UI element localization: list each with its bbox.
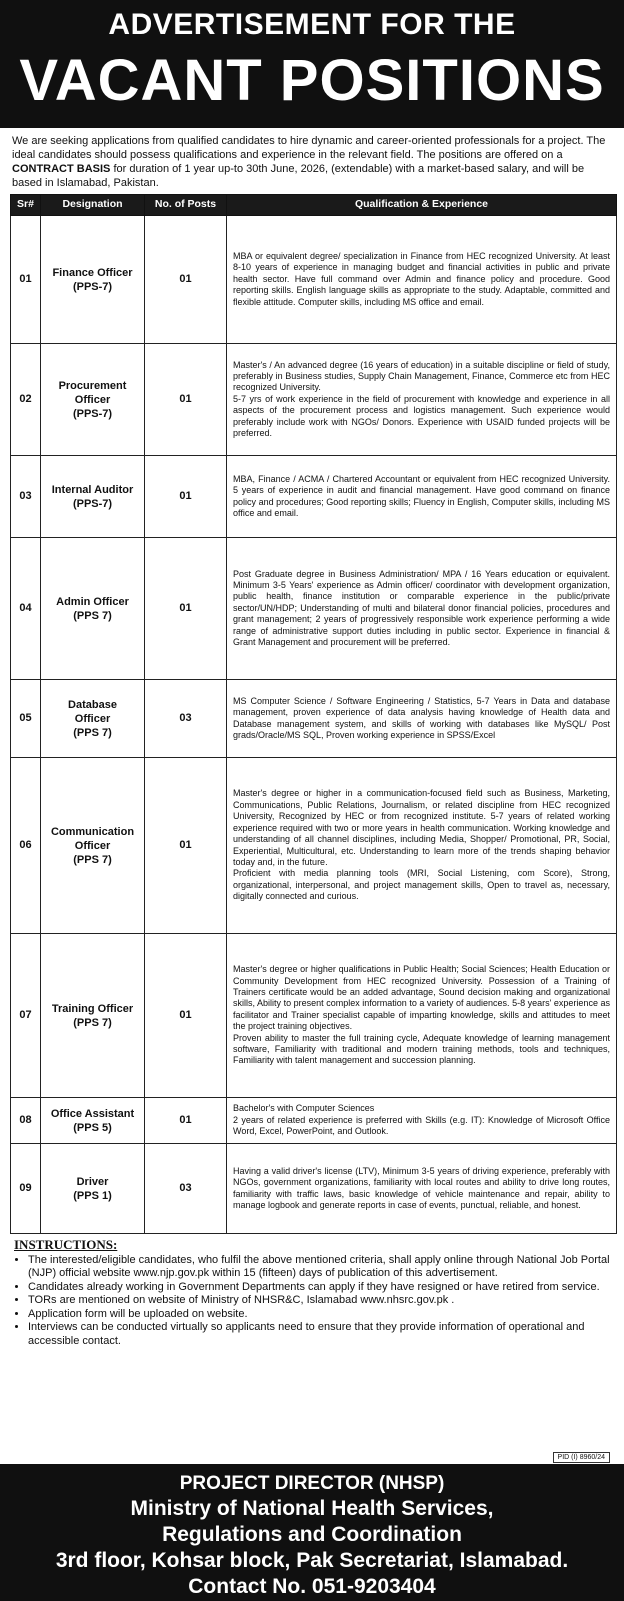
row-sr: 08 — [11, 1098, 41, 1144]
footer-project-director: PROJECT DIRECTOR (NHSP) — [179, 1473, 445, 1494]
row-designation: Procurement Officer (PPS-7) — [41, 344, 145, 456]
table-row — [11, 758, 617, 934]
row-qualification: Post Graduate degree in Business Administration/ MPA / 16 Years education or equivalent. Minimum 3-5 Years' experience as Admin officer/ coordinator with development organization, public health, finance institution or comparable experience in the public/private sector/UN/HDP; Understanding of multi and bilateral donor financial policies, procedures and grant management; 2 years of progressively responsible work experience performing a wide range of administrative support duties including in public sector. Experience in financial & Grant Management and procurement will be preferred. — [227, 538, 617, 680]
row-sr: 06 — [11, 758, 41, 934]
table-row — [11, 344, 617, 456]
row-posts: 01 — [145, 456, 227, 538]
intro-paragraph — [0, 128, 624, 194]
row-qualification: MS Computer Science / Software Engineering / Statistics, 5-7 Years in Data and database management, proven experience of data analysis having knowledge of Health data and Database management system, and skills of working with databases like MySQL/ Post grads/Oracle/MS SQL, Proven working experience in SPSS/Excel — [227, 680, 617, 758]
intro-bold: CONTRACT BASIS — [12, 163, 111, 175]
row-posts: 01 — [145, 216, 227, 344]
instruction-item: • TORs are mentioned on website of Ministry of NHSR&C, Islamabad www.nhsrc.gov.pk . — [28, 1294, 614, 1308]
row-posts: 01 — [145, 344, 227, 456]
instructions-title: INSTRUCTIONS: — [14, 1237, 118, 1252]
row-sr: 02 — [11, 344, 41, 456]
row-designation: Database Officer (PPS 7) — [41, 680, 145, 758]
instruction-item: • Interviews can be conducted virtually so applicants need to ensure that they provide information of operational and accessible contact. — [28, 1321, 614, 1348]
row-qualification: MBA or equivalent degree/ specialization in Finance from HEC recognized University. At least 8-10 years of experience in managing budget and financial activities in public and private health sector. Have full command over Admin and finance policy and procedure. Good reporting skills. English language skills as appropriate to the study. Adaptable, committed and flexible attitude. Computer skills, including MS office and email. — [227, 216, 617, 344]
table-row — [11, 934, 617, 1098]
table-row — [11, 680, 617, 758]
table-row — [11, 1144, 617, 1234]
col-header-qualification: Qualification & Experience — [227, 195, 617, 216]
row-designation: Internal Auditor (PPS-7) — [41, 456, 145, 538]
row-qualification: Bachelor's with Computer Sciences 2 years of related experience is preferred with Skills (e.g. IT): Knowledge of Microsoft Office Word, Excel, PowerPoint, and Outlook. — [227, 1098, 617, 1144]
row-designation: Office Assistant (PPS 5) — [41, 1098, 145, 1144]
footer-address: 3rd floor, Kohsar block, Pak Secretariat, Islamabad. — [55, 1549, 569, 1572]
intro-text-2: for duration of 1 year up-to 30th June, 2026, (extendable) with a market-based salary, and will be based in Islamabad, Pakistan. — [12, 163, 585, 189]
row-designation: Communication Officer (PPS 7) — [41, 758, 145, 934]
col-header-posts: No. of Posts — [145, 195, 227, 216]
header-line-2: VACANT POSITIONS — [19, 48, 605, 113]
instruction-item: • Candidates already working in Government Departments can apply if they have resigned or have retired from service. — [28, 1281, 614, 1295]
row-qualification: Master's / An advanced degree (16 years of education) in a suitable discipline or field of study, preferably in Business studies, Supply Chain Management, Finance, Commerce etc from HEC recognized University. 5-7 yrs of work experience in the field of procurement with knowledge and experience in all aspects of the procurement process and logistics management. Such experience would preferably include work with NGOs/ Donors. Experience with USAID funded projects will be preferred. — [227, 344, 617, 456]
row-sr: 04 — [11, 538, 41, 680]
row-qualification: MBA, Finance / ACMA / Chartered Accountant or equivalent from HEC recognized University. 5 years of experience in audit and financial management. Have good command on finance policy and procedures; Good reporting skills; Fluency in English, Computer skills, including MS office and email. — [227, 456, 617, 538]
positions-table — [10, 194, 617, 1234]
row-designation: Finance Officer (PPS-7) — [41, 216, 145, 344]
table-header-row — [11, 195, 617, 216]
row-posts: 01 — [145, 934, 227, 1098]
pid-number: PID (I) 8960/24 — [553, 1452, 610, 1463]
footer-regulations: Regulations and Coordination — [162, 1523, 462, 1546]
col-header-sr: Sr# — [11, 195, 41, 216]
row-posts: 01 — [145, 758, 227, 934]
footer-contact: Contact No. 051-9203404 — [188, 1575, 436, 1598]
row-qualification: Master's degree or higher qualifications in Public Health; Social Sciences; Health Education or Community Development from HEC recognized University. Possession of a Training of Trainers certificate would be an added advantage, Sound decision making and organizational skills, Ability to present complex information to a variety of audiences. 5-8 years' experience as facilitator and Trainer specialist capable of imparting knowledge, skills and attitudes to meet the project training objectives. Proven ability to master the full training cycle, Adequate knowledge of learning management software, Familiarity with traditional and modern training methods, tools and techniques, Familiarity with talent management and succession planning. — [227, 934, 617, 1098]
table-row — [11, 538, 617, 680]
row-qualification: Having a valid driver's license (LTV), Minimum 3-5 years of driving experience, preferably with NGOs, government organizations, familiarity with local routes and ability to drive long routes, familiarity with traffic laws, basic knowledge of vehicle maintenance and repair, ability to manage logbook and generate reports in case of events, punctual, reliable, and honest. — [227, 1144, 617, 1234]
row-designation: Training Officer (PPS 7) — [41, 934, 145, 1098]
row-qualification: Master's degree or higher in a communication-focused field such as Business, Marketing, Communications, Public Relations, Journalism, or related discipline from HEC recognized University, Recognized by HEC or from recognized institute. 5-7 years of related working experience required with two or more years in health communication. Working knowledge and understanding of all channel disciplines, including Media, Shopper/ Promotional, PR, Social, Experiential, Multicultural, etc. Understanding to learn more of the trends shaping behavior today and, in the future. Proficient with media planning tools (MRI, Social Listening, com Score), Strong, organizational, interpersonal, and project management skills, Open to travel as, necessary, digitally connected and curious. — [227, 758, 617, 934]
header-banner — [0, 0, 624, 128]
col-header-designation: Designation — [41, 195, 145, 216]
row-sr: 09 — [11, 1144, 41, 1234]
instruction-item: • Application form will be uploaded on website. — [28, 1308, 614, 1322]
row-sr: 03 — [11, 456, 41, 538]
footer-banner — [0, 1464, 624, 1601]
row-posts: 01 — [145, 1098, 227, 1144]
row-sr: 07 — [11, 934, 41, 1098]
instructions-list — [14, 1254, 614, 1349]
header-line-1: ADVERTISEMENT FOR THE — [108, 8, 516, 41]
row-designation: Admin Officer (PPS 7) — [41, 538, 145, 680]
table-row — [11, 456, 617, 538]
intro-text-1: We are seeking applications from qualified candidates to hire dynamic and career-oriented professionals for a project. The ideal candidates should possess qualifications and experience in the relevant field. The positions are offered on a — [12, 135, 606, 161]
instruction-item: • The interested/eligible candidates, who fulfil the above mentioned criteria, shall apply online through National Job Portal (NJP) official website www.njp.gov.pk within 15 (fifteen) days of publication of this advertisement. — [28, 1254, 614, 1281]
table-row — [11, 216, 617, 344]
row-posts: 01 — [145, 538, 227, 680]
row-posts: 03 — [145, 680, 227, 758]
table-row — [11, 1098, 617, 1144]
instructions-section — [0, 1234, 624, 1348]
row-sr: 05 — [11, 680, 41, 758]
footer-ministry: Ministry of National Health Services, — [130, 1497, 494, 1520]
row-sr: 01 — [11, 216, 41, 344]
row-designation: Driver (PPS 1) — [41, 1144, 145, 1234]
row-posts: 03 — [145, 1144, 227, 1234]
